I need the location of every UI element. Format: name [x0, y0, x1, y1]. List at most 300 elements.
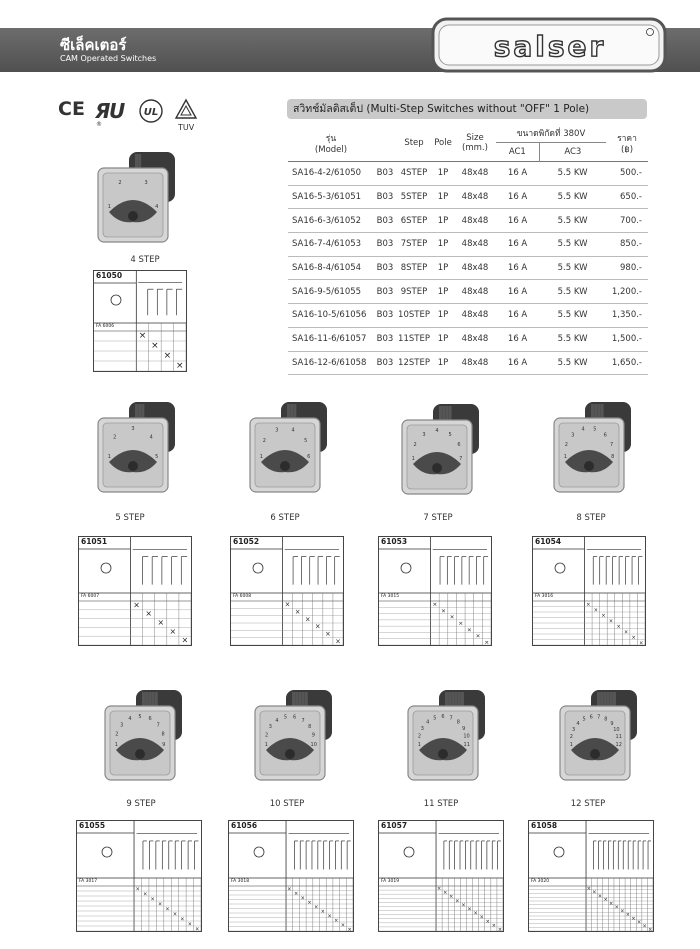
dial-position-label: 9 [462, 725, 466, 732]
wiring-diagram [528, 820, 654, 932]
contact-closed-mark: × [157, 618, 165, 627]
dial-position-label: 8 [604, 716, 608, 723]
dial-position-label: 1 [569, 741, 573, 748]
dial-position-label: 7 [597, 714, 601, 721]
dial-position-label: 4 [155, 203, 159, 210]
cell-model: SA16-4-2/61050 [288, 162, 374, 186]
dial-position-label: 4 [426, 719, 430, 726]
dial-position-label: 4 [275, 717, 279, 724]
cam-switch-image [557, 688, 643, 788]
diagram-fa-code: FA 3015 [381, 594, 400, 599]
contact-closed-mark: × [449, 894, 454, 901]
dial-position-label: 5 [155, 453, 159, 460]
cell-price: 850.- [606, 233, 648, 257]
contact-closed-mark: × [620, 908, 625, 915]
dial-position-label: 4 [435, 428, 439, 434]
contact-closed-mark: × [603, 897, 608, 904]
cell-model: SA16-6-3/61052 [288, 209, 374, 233]
ce-mark: CE [58, 98, 85, 120]
diagram-fa-code: FA 6007 [81, 594, 100, 599]
contact-closed-mark: × [449, 614, 455, 621]
contact-closed-mark: × [623, 629, 629, 636]
model-header: รุ่น (Model) [314, 133, 348, 155]
cell-ac1: 16 A [496, 280, 539, 304]
dial-position-label: 2 [265, 732, 269, 739]
diagram-graphic [379, 537, 491, 645]
contact-closed-mark: × [609, 900, 614, 907]
contact-closed-mark: × [325, 630, 331, 638]
dial-position-label: 2 [113, 434, 117, 441]
cell-size: 48x48 [454, 162, 496, 186]
contact-closed-mark: × [485, 918, 490, 925]
switch-caption: 4 STEP [130, 255, 160, 265]
cell-code: B03 [374, 185, 396, 209]
contact-closed-mark: × [467, 906, 472, 913]
contact-closed-mark: × [335, 637, 341, 645]
dial-position-label: 4 [291, 427, 295, 434]
cell-step: 6STEP [396, 209, 432, 233]
dial-position-label: 1 [259, 453, 263, 460]
cell-pole: 1P [432, 209, 454, 233]
cell-model: SA16-9-5/61055 [288, 280, 374, 304]
dial-position-label: 1 [411, 455, 415, 462]
cell-code: B03 [374, 351, 396, 375]
cell-size: 48x48 [454, 304, 496, 328]
cell-pole: 1P [432, 185, 454, 209]
contact-closed-mark: × [479, 914, 484, 921]
svg-text:Я: Я [95, 99, 111, 123]
dial-position-label: 7 [301, 717, 305, 724]
contact-closed-mark: × [475, 633, 481, 640]
ac1-header: AC1 [496, 143, 539, 162]
diagram-graphic [94, 271, 186, 371]
contact-closed-mark: × [163, 351, 172, 361]
cell-ac3: 5.5 KW [539, 233, 606, 257]
dial-position-label: 8 [611, 453, 615, 460]
table-row [288, 256, 648, 280]
dial-position-label: 5 [593, 426, 597, 433]
diagram-graphic [229, 821, 353, 931]
contact-closed-mark: × [497, 926, 503, 931]
cell-pole: 1P [432, 304, 454, 328]
contact-closed-mark: × [169, 626, 177, 636]
cam-switch-image [95, 400, 181, 500]
wiring-diagram [378, 820, 504, 932]
contact-closed-mark: × [593, 607, 598, 614]
cell-size: 48x48 [454, 209, 496, 233]
wiring-diagram [93, 270, 187, 372]
contact-closed-mark: × [441, 608, 446, 615]
cell-step: 9STEP [396, 280, 432, 304]
table-row [288, 304, 648, 328]
cell-ac3: 5.5 KW [539, 256, 606, 280]
cell-step: 11STEP [396, 327, 432, 351]
cell-price: 1,350.- [606, 304, 648, 328]
switch-caption: 8 STEP [576, 513, 606, 523]
contact-closed-mark: × [135, 886, 140, 893]
ul-mark-icon [138, 98, 164, 124]
cell-code: B03 [374, 256, 396, 280]
ur-mark-icon [93, 96, 135, 126]
diagram-fa-code: FA 3017 [79, 879, 98, 884]
dial-position-label: 8 [456, 719, 460, 726]
dial-position-label: 7 [610, 442, 614, 449]
contact-closed-mark: × [631, 915, 636, 922]
diagram-code: 61052 [233, 537, 260, 546]
diagram-code: 61051 [81, 537, 108, 546]
dial-position-label: 6 [307, 453, 311, 460]
contact-closed-mark: × [195, 926, 200, 931]
contact-closed-mark: × [639, 640, 644, 645]
contact-closed-mark: × [625, 912, 630, 919]
dial-position-label: 2 [115, 731, 119, 738]
dial-position-label: 6 [292, 714, 297, 721]
diagram-graphic [529, 821, 653, 931]
wiring-diagram [378, 536, 492, 646]
cell-price: 500.- [606, 162, 648, 186]
cell-pole: 1P [432, 162, 454, 186]
pole-header: Pole [434, 137, 452, 148]
cell-ac3: 5.5 KW [539, 185, 606, 209]
dial-position-label: 1 [417, 741, 421, 748]
cam-switch-image [405, 688, 491, 788]
dial-position-label: 5 [433, 715, 437, 722]
dial-position-label: 4 [581, 426, 585, 433]
cell-size: 48x48 [454, 280, 496, 304]
contact-closed-mark: × [443, 890, 448, 897]
switch-caption: 11 STEP [423, 799, 459, 809]
contact-closed-mark: × [616, 623, 621, 630]
diagram-graphic [533, 537, 645, 645]
contact-closed-mark: × [601, 612, 606, 619]
dial-position-label: 3 [144, 179, 148, 186]
contact-closed-mark: × [467, 627, 472, 634]
contact-closed-mark: × [145, 609, 152, 619]
dial-position-label: 4 [576, 721, 580, 728]
contact-closed-mark: × [157, 901, 163, 908]
contact-closed-mark: × [307, 899, 312, 906]
contact-closed-mark: × [592, 889, 597, 896]
dial-position-label: 2 [118, 179, 122, 186]
cell-ac3: 5.5 KW [539, 162, 606, 186]
contact-closed-mark: × [436, 886, 442, 893]
cell-code: B03 [374, 304, 396, 328]
cell-ac1: 16 A [496, 304, 539, 328]
contact-closed-mark: × [458, 621, 464, 627]
dial-position-label: 2 [262, 437, 266, 444]
contact-closed-mark: × [300, 895, 305, 902]
contact-closed-mark: × [461, 902, 466, 909]
contact-closed-mark: × [143, 891, 148, 898]
cell-size: 48x48 [454, 351, 496, 375]
table-title: สวิทช์มัลติสเต็ป (Multi-Step Switches without "OFF" 1 Pole) [287, 99, 647, 119]
dial-position-label: 5 [448, 431, 452, 438]
diagram-fa-code: FA 3020 [531, 879, 550, 884]
contact-closed-mark: × [327, 913, 332, 920]
diagram-graphic [79, 537, 191, 645]
dial-position-label: 3 [131, 426, 135, 432]
contact-closed-mark: × [631, 634, 636, 641]
cell-code: B03 [374, 233, 396, 257]
cell-model: SA16-11-6/61057 [288, 327, 374, 351]
cell-model: SA16-12-6/61058 [288, 351, 374, 375]
dial-position-label: 6 [441, 714, 445, 720]
cell-size: 48x48 [454, 233, 496, 257]
dial-position-label: 2 [569, 734, 573, 741]
cell-size: 48x48 [454, 327, 496, 351]
cell-pole: 1P [432, 256, 454, 280]
dial-position-label: 2 [413, 442, 417, 449]
contact-closed-mark: × [648, 927, 653, 931]
dial-position-label: 5 [304, 437, 308, 444]
contact-closed-mark: × [304, 615, 311, 624]
cam-switch-image [252, 688, 338, 788]
cell-model: SA16-8-4/61054 [288, 256, 374, 280]
diagram-fa-code: FA 3019 [381, 879, 400, 884]
cell-price: 980.- [606, 256, 648, 280]
cell-step: 8STEP [396, 256, 432, 280]
size-header: Size (mm.) [462, 132, 488, 153]
diagram-code: 61058 [531, 821, 558, 830]
cell-price: 1,200.- [606, 280, 648, 304]
page-title-thai: ซีเล็คเตอร์ [60, 36, 127, 54]
cell-pole: 1P [432, 280, 454, 304]
dial-position-label: 3 [572, 727, 576, 734]
cell-step: 5STEP [396, 185, 432, 209]
dial-position-label: 6 [457, 442, 461, 449]
contact-closed-mark: × [176, 361, 184, 371]
switch-caption: 10 STEP [269, 799, 305, 809]
cell-step: 4STEP [396, 162, 432, 186]
dial-position-label: 6 [589, 714, 593, 721]
cell-ac3: 5.5 KW [539, 209, 606, 233]
diagram-code: 61053 [381, 537, 408, 546]
price-header: ราคา (฿) [617, 133, 637, 155]
diagram-code: 61050 [96, 271, 123, 280]
dial-position-label: 1 [107, 203, 111, 210]
table-row [288, 162, 648, 186]
cell-price: 700.- [606, 209, 648, 233]
dial-position-label: 11 [463, 741, 470, 748]
cell-ac3: 5.5 KW [539, 280, 606, 304]
table-row [288, 185, 648, 209]
dial-position-label: 7 [459, 455, 463, 462]
dial-position-label: 1 [114, 741, 118, 748]
diagram-code: 61057 [381, 821, 408, 830]
contact-closed-mark: × [172, 911, 178, 918]
dial-position-label: 3 [275, 427, 279, 434]
dial-position-label: 6 [603, 432, 607, 439]
diagram-graphic [77, 821, 201, 931]
contact-closed-mark: × [491, 922, 496, 929]
contact-closed-mark: × [340, 922, 346, 929]
cell-ac1: 16 A [496, 256, 539, 280]
dial-position-label: 10 [310, 741, 317, 748]
contact-closed-mark: × [347, 926, 352, 931]
svg-text:U: U [109, 99, 126, 123]
cell-ac3: 5.5 KW [539, 304, 606, 328]
contact-closed-mark: × [284, 600, 291, 609]
cell-pole: 1P [432, 351, 454, 375]
svg-text:®: ® [96, 121, 102, 126]
cell-code: B03 [374, 209, 396, 233]
table-row [288, 233, 648, 257]
step-header: Step [404, 137, 424, 148]
diagram-code: 61054 [535, 537, 562, 546]
dial-position-label: 6 [148, 716, 152, 723]
diagram-fa-code: FA 3016 [535, 594, 554, 599]
diagram-code: 61055 [79, 821, 106, 830]
dial-position-label: 5 [582, 716, 586, 723]
cell-pole: 1P [432, 233, 454, 257]
cell-code: B03 [374, 162, 396, 186]
cell-size: 48x48 [454, 256, 496, 280]
rating-header: ขนาดพิกัดที่ 380V [496, 124, 606, 143]
dial-position-label: 5 [283, 714, 288, 721]
cell-ac1: 16 A [496, 162, 539, 186]
diagram-code: 61056 [231, 821, 258, 830]
table-row [288, 351, 648, 375]
tuv-label: TUV [178, 123, 195, 132]
dial-position-label: 8 [161, 731, 165, 738]
cell-ac1: 16 A [496, 185, 539, 209]
dial-position-label: 11 [615, 734, 622, 741]
salser-logo [430, 16, 670, 74]
diagram-fa-code: FA 3018 [231, 879, 250, 884]
wiring-diagram [78, 536, 192, 646]
contact-closed-mark: × [586, 885, 591, 892]
switch-caption: 7 STEP [423, 513, 453, 523]
dial-position-label: 3 [422, 431, 426, 438]
switch-caption: 12 STEP [570, 799, 606, 809]
cell-size: 48x48 [454, 185, 496, 209]
diagram-graphic [379, 821, 503, 931]
tuv-mark-icon [174, 98, 198, 122]
contact-closed-mark: × [320, 908, 325, 915]
contact-closed-mark: × [294, 608, 301, 616]
dial-position-label: 7 [449, 715, 453, 722]
wiring-diagram [228, 820, 354, 932]
contact-closed-mark: × [133, 600, 140, 610]
cell-model: SA16-10-5/61056 [288, 304, 374, 328]
diagram-fa-code: FA 6006 [96, 324, 115, 329]
contact-closed-mark: × [293, 890, 299, 897]
cell-step: 7STEP [396, 233, 432, 257]
dial-position-label: 2 [417, 733, 422, 740]
dial-position-label: 3 [268, 724, 272, 731]
contact-closed-mark: × [165, 906, 170, 913]
ac3-header: AC3 [564, 147, 582, 157]
cell-ac3: 5.5 KW [539, 351, 606, 375]
cell-ac1: 16 A [496, 351, 539, 375]
cell-price: 650.- [606, 185, 648, 209]
contact-closed-mark: × [151, 341, 159, 351]
contact-closed-mark: × [608, 618, 614, 625]
contact-closed-mark: × [432, 602, 438, 609]
cam-switch-image [95, 150, 181, 250]
diagram-fa-code: FA 6008 [233, 594, 252, 599]
cam-switch-image [102, 688, 188, 788]
wiring-diagram [532, 536, 646, 646]
cell-step: 12STEP [396, 351, 432, 375]
cell-price: 1,650.- [606, 351, 648, 375]
dial-position-label: 3 [420, 725, 424, 732]
contact-closed-mark: × [181, 635, 189, 645]
dial-position-label: 9 [610, 721, 614, 728]
dial-position-label: 10 [613, 727, 620, 734]
dial-position-label: 5 [138, 714, 142, 720]
table-row [288, 327, 648, 351]
contact-closed-mark: × [455, 898, 460, 905]
contact-closed-mark: × [597, 893, 603, 900]
cell-code: B03 [374, 280, 396, 304]
dial-position-label: 7 [156, 722, 160, 729]
cam-switch-image [551, 400, 637, 500]
dial-position-label: 3 [120, 722, 124, 729]
cell-step: 10STEP [396, 304, 432, 328]
contact-closed-mark: × [138, 331, 147, 341]
dial-position-label: 1 [563, 453, 567, 460]
dial-position-label: 9 [162, 741, 166, 748]
dial-position-label: 1 [264, 741, 268, 748]
table-row [288, 280, 648, 304]
dial-position-label: 10 [463, 733, 470, 740]
dial-position-label: 3 [571, 432, 575, 439]
contact-closed-mark: × [586, 601, 591, 608]
contact-closed-mark: × [150, 896, 155, 903]
cell-ac1: 16 A [496, 209, 539, 233]
contact-closed-mark: × [484, 639, 490, 645]
dial-position-label: 8 [308, 724, 312, 731]
page-title-english: CAM Operated Switches [60, 54, 157, 63]
dial-position-label: 4 [128, 716, 132, 723]
switch-caption: 9 STEP [126, 799, 156, 809]
cell-model: SA16-7-4/61053 [288, 233, 374, 257]
contact-closed-mark: × [315, 622, 321, 631]
dial-position-label: 12 [615, 741, 622, 748]
contact-closed-mark: × [314, 904, 319, 911]
diagram-graphic [231, 537, 343, 645]
contact-closed-mark: × [614, 904, 619, 911]
contact-closed-mark: × [334, 917, 339, 924]
svg-text:UL: UL [143, 107, 159, 118]
cell-ac1: 16 A [496, 327, 539, 351]
dial-position-label: 4 [149, 434, 153, 441]
cell-ac3: 5.5 KW [539, 327, 606, 351]
dial-position-label: 9 [311, 732, 315, 739]
cam-switch-image [247, 400, 333, 500]
cell-ac1: 16 A [496, 233, 539, 257]
cell-price: 1,500.- [606, 327, 648, 351]
cell-code: B03 [374, 327, 396, 351]
contact-closed-mark: × [636, 919, 642, 926]
switch-caption: 6 STEP [270, 513, 300, 523]
dial-position-label: 1 [107, 453, 111, 460]
svg-text:salser: salser [493, 30, 607, 63]
contact-closed-mark: × [473, 910, 478, 917]
cell-model: SA16-5-3/61051 [288, 185, 374, 209]
spec-table [288, 124, 648, 375]
table-row [288, 209, 648, 233]
contact-closed-mark: × [187, 921, 192, 928]
cam-switch-image [399, 402, 485, 502]
contact-closed-mark: × [180, 916, 185, 923]
wiring-diagram [76, 820, 202, 932]
contact-closed-mark: × [287, 886, 292, 893]
switch-caption: 5 STEP [115, 513, 145, 523]
contact-closed-mark: × [642, 923, 647, 930]
wiring-diagram [230, 536, 344, 646]
